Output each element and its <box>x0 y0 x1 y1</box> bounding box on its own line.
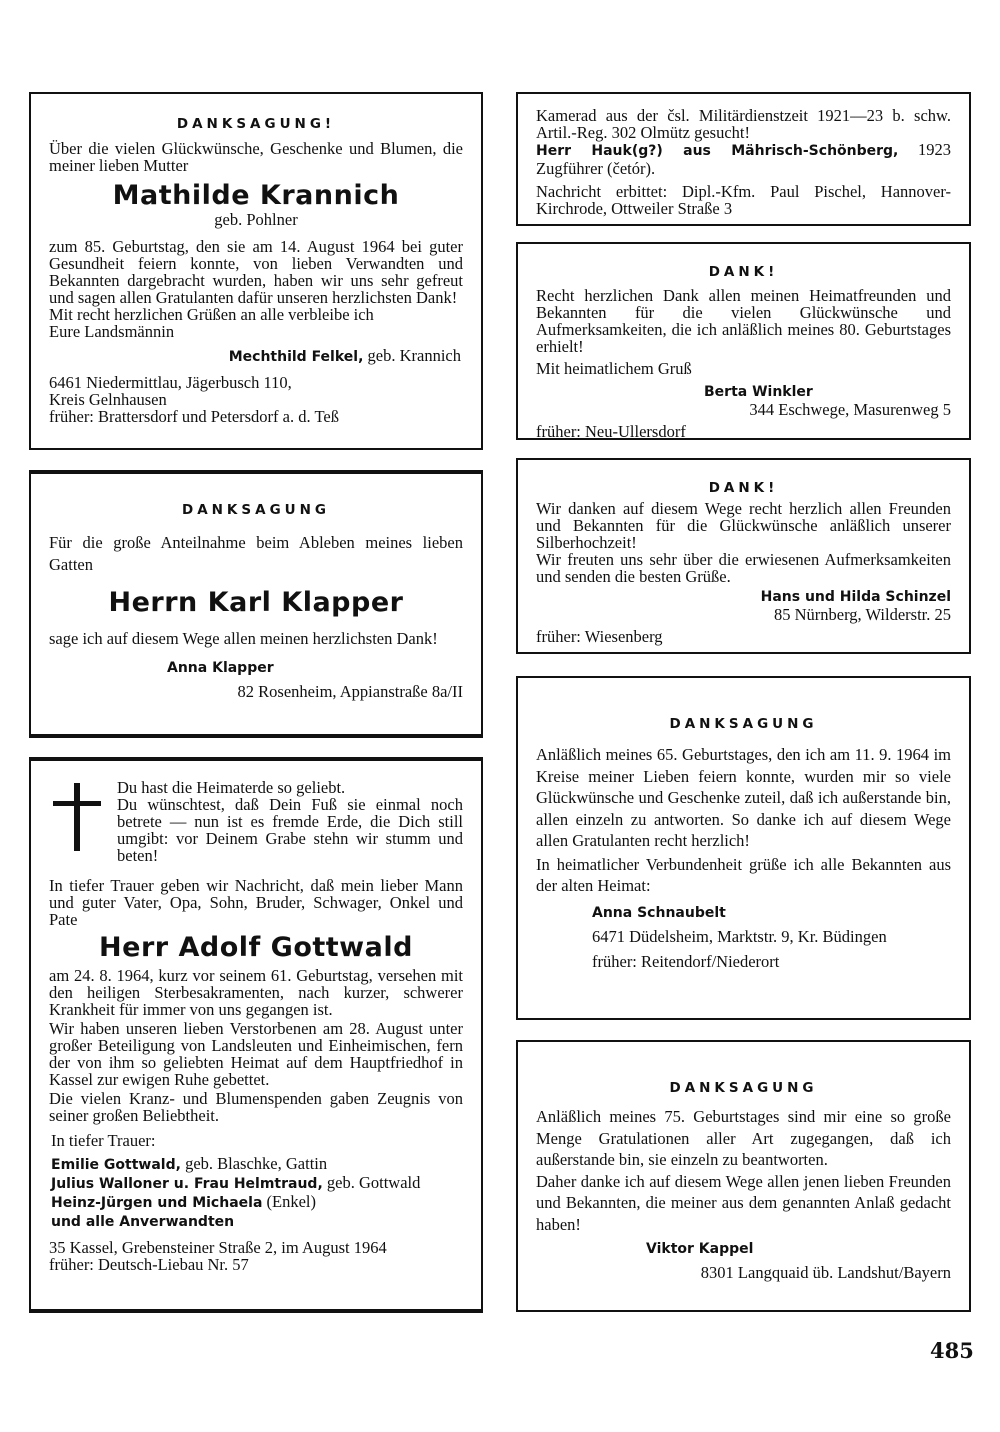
ad-signer: Anna Klapper <box>167 659 274 676</box>
ad-dank-schinzel <box>516 458 971 654</box>
ad-poem: Du wünschtest, daß Dein Fuß sie einmal noch betrete — nun ist es fremde Erde, die Dich still umgibt: vor Deinem Grabe stehn wir stumm und beten! <box>117 795 463 865</box>
ad-formerly: früher: Brattersdorf und Petersdorf a. d. Teß <box>49 407 339 426</box>
ad-mourner-name: und alle Anverwandten <box>51 1214 235 1230</box>
ad-body-second: Wir freuten uns sehr über die erwiesenen Aufmerksamkeiten und senden die besten Grüße. <box>536 550 951 586</box>
ad-closing: Mit heimatlichem Gruß <box>536 359 692 378</box>
ad-address-district: Kreis Gelnhausen <box>49 390 167 409</box>
ad-deceased-name: Herr Adolf Gottwald <box>99 932 413 963</box>
ad-formerly: früher: Neu-Ullersdorf <box>536 422 686 441</box>
ad-danksagung-krannich <box>29 92 483 450</box>
ad-poem-line: Du hast die Heimaterde so geliebt. <box>117 778 346 797</box>
ad-danksagung-klapper <box>29 470 483 738</box>
ad-formerly: früher: Wiesenberg <box>536 627 663 646</box>
ad-intro: Für die große Anteilnahme beim Ableben meines lieben Gatten <box>49 533 463 574</box>
ad-body-burial: Wir haben unseren lieben Verstorbenen am 28. August unter großer Beteiligung von Landsleuten und Einheimischen, fern der von ihm so geliebten Heimat auf dem Hauptfriedhof in Kassel zur ewigen Ruhe gebettet. <box>49 1019 463 1089</box>
ad-closing-signature-line: Eure Landsmännin <box>49 322 175 341</box>
ad-address: 8301 Langquaid üb. Landshut/Bayern <box>700 1263 951 1282</box>
ad-address: 85 Nürnberg, Wilderstr. 25 <box>774 605 951 624</box>
ad-searched-person <box>536 141 951 177</box>
ad-body: Anläßlich meines 75. Geburtstages sind mir eine so große Menge Gratulationen aller Art zugegangen, daß ich außerstande bin, sie einzeln zu beantworten. <box>536 1107 951 1169</box>
ad-signer-suffix: geb. Krannich <box>363 346 461 365</box>
ad-signer-line <box>536 1239 951 1258</box>
ad-mourner-suffix: geb. Blaschke, Gattin <box>180 1154 328 1173</box>
ad-search-text: Kamerad aus der čsl. Militärdienstzeit 1921—23 b. schw. Artil.-Reg. 302 Olmütz gesucht! <box>536 106 951 142</box>
ad-address: 6461 Niedermittlau, Jägerbusch 110, <box>49 373 292 392</box>
ad-body-flowers: Die vielen Kranz- und Blumenspenden gaben Zeugnis von seiner großen Beliebtheit. <box>49 1089 463 1125</box>
ad-signer: Berta Winkler <box>704 384 813 400</box>
ad-search-comrade <box>516 92 971 226</box>
ad-signer: Hans und Hilda Schinzel <box>760 589 951 605</box>
ad-contact: Nachricht erbittet: Dipl.-Kfm. Paul Pischel, Hannover-Kirchrode, Ottweiler Straße 3 <box>536 182 951 218</box>
ad-signer: Mechthild Felkel, <box>228 349 364 365</box>
ad-notice: In tiefer Trauer geben wir Nachricht, daß mein lieber Mann und guter Vater, Opa, Sohn, Bruder, Schwager, Onkel und Pate <box>49 876 463 929</box>
ad-birth-name: geb. Pohlner <box>214 210 298 229</box>
ad-obituary-gottwald <box>29 757 483 1313</box>
ad-honoree-name: Herrn Karl Klapper <box>108 587 404 618</box>
ad-heading: DANKSAGUNG! <box>176 116 336 132</box>
ad-signer-line <box>536 903 951 922</box>
ad-body: Wir danken auf diesem Wege recht herzlich allen Freunden und Bekannten für die Glückwünsche anläßlich unserer Silberhochzeit! <box>536 499 951 552</box>
ad-signer: Anna Schnaubelt <box>592 904 726 921</box>
ad-signer-line <box>49 347 463 366</box>
page-number: 485 <box>930 1338 974 1363</box>
ad-mourner <box>49 1212 463 1231</box>
ad-danksagung-schnaubelt <box>516 676 971 1020</box>
ad-address: 82 Rosenheim, Appianstraße 8a/II <box>237 681 463 701</box>
ad-closing: Mit recht herzlichen Grüßen an alle verbleibe ich <box>49 305 374 324</box>
ad-heading: DANKSAGUNG <box>669 1080 818 1096</box>
ad-body: am 24. 8. 1964, kurz vor seinem 61. Geburtstag, versehen mit den heiligen Sterbesakramenten, nach kurzer, schwerer Krankheit für immer von uns gegangen ist. <box>49 966 463 1019</box>
ad-heading: DANK! <box>708 264 779 280</box>
ad-body-thanks: Daher danke ich auf diesem Wege allen jenen lieben Freunden und Bekannten, die meiner aus dem genannten Anlaß gedacht haben! <box>536 1171 951 1234</box>
ad-heading: DANK! <box>708 480 779 496</box>
ad-body: sage ich auf diesem Wege allen meinen herzlichsten Dank! <box>49 629 438 648</box>
ad-mourner-name: Julius Walloner u. Frau Helmtraud, <box>51 1176 323 1192</box>
ad-searched-name: Herr Hauk(g?) aus Mährisch-Schönberg, <box>536 143 899 159</box>
ad-mourner <box>49 1155 463 1174</box>
ad-address: 35 Kassel, Grebensteiner Straße 2, im August 1964 <box>49 1238 387 1257</box>
ad-honoree-name: Mathilde Krannich <box>112 180 400 211</box>
ad-body: Anläßlich meines 65. Geburtstages, den ich am 11. 9. 1964 im Kreise meiner Lieben feiern konnte, wurden mir so viele Glückwünsche und Geschenke zuteil, daß ich außerstande bin, allen einzeln zu antworten. So danke ich auf diesem Wege allen Gratulanten recht herzlich! <box>536 745 951 850</box>
ad-mourner-suffix: (Enkel) <box>262 1192 316 1211</box>
ad-mourning-label: In tiefer Trauer: <box>51 1131 156 1150</box>
ad-signer-line <box>536 382 951 401</box>
ad-address: 344 Eschwege, Masurenweg 5 <box>749 400 951 419</box>
ad-body: zum 85. Geburtstag, den sie am 14. August 1964 bei guter Gesundheit feiern konnte, von lieben Verwandten und Bekannten dargebracht wurden, haben wir uns sehr gefreut und sagen allen Gratulanten dafür unseren herzlichsten Dank! <box>49 237 463 307</box>
ad-formerly: früher: Reitendorf/Niederort <box>592 951 780 971</box>
ad-body: Recht herzlichen Dank allen meinen Heimatfreunden und Bekannten für die vielen Glückwünsche und Aufmerksamkeiten, die ich anläßlich meines 80. Geburtstages erhielt! <box>536 286 951 356</box>
ad-mourner <box>49 1193 463 1212</box>
ad-body-greeting: In heimatlicher Verbundenheit grüße ich alle Bekannten aus der alten Heimat: <box>536 854 951 895</box>
ad-formerly: früher: Deutsch-Liebau Nr. 57 <box>49 1255 249 1274</box>
ad-danksagung-kappel <box>516 1040 971 1312</box>
ad-heading: DANKSAGUNG <box>669 716 818 732</box>
ad-address: 6471 Düdelsheim, Marktstr. 9, Kr. Büdingen <box>592 926 887 946</box>
ad-mourner-name: Heinz-Jürgen und Michaela <box>51 1195 263 1211</box>
ad-mourner-suffix: geb. Gottwald <box>322 1173 421 1192</box>
cross-icon <box>53 783 103 853</box>
ad-signer: Viktor Kappel <box>646 1241 754 1257</box>
ad-dank-winkler <box>516 242 971 440</box>
ad-mourner <box>49 1174 463 1193</box>
ad-mourner-name: Emilie Gottwald, <box>51 1157 181 1173</box>
ad-signer-line <box>536 587 951 606</box>
ad-signer-line <box>49 658 463 677</box>
ad-intro: Über die vielen Glückwünsche, Geschenke und Blumen, die meiner lieben Mutter <box>49 139 463 175</box>
ad-heading: DANKSAGUNG <box>181 502 330 518</box>
ad-searched-details: 1923 Zugführer (četór). <box>536 140 951 178</box>
